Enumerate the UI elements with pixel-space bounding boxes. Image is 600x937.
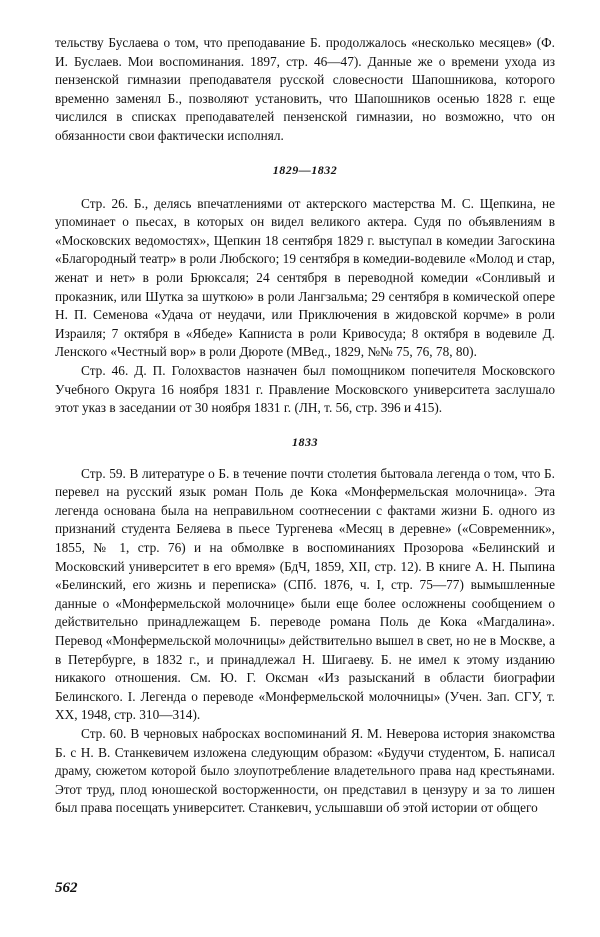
- note-page-46: Стр. 46. Д. П. Голохвастов назначен был помощником попечителя Московского Учебного Округа 16 ноября 1831 г. Правление Московского университета заслушало этот указ в заседании от 30 ноября 1831 г. (ЛН, т. 56, стр. 396 и 415).: [55, 362, 555, 416]
- section-heading-1833: 1833: [292, 434, 318, 449]
- note-page-59: Стр. 59. В литературе о Б. в течение почти столетия бытовала легенда о том, что Б. перевел на русский язык роман Поль де Кока «Монфермельская молочница». Эта легенда основана была на неправильном соотнесении с фактами жизни Б. одного из признаний студента Беляева в пьесе Тургенева «Месяц в деревне» («Современник», 1855, № 1, стр. 76) и на обмолвке в воспоминаниях Прозорова «Белинский и Московский университет в его время» (БдЧ, 1859, XII, стр. 12). В книге А. Н. Пыпина «Белинский, его жизнь и переписка» (СПб. 1876, ч. I, стр. 75—77) вымышленные данные о «Монфермельской молочнице» были еще более осложнены сообщением о действительно принадлежащем Б. переводе романа Поль де Кока «Магдалина». Перевод «Монфермельской молочницы» действительно вышел в свет, но не в Москве, а в Петербурге, в 1832 г., и принадлежал Н. Шигаеву. Б. не имел к этому изданию никакого отношения. См. Ю. Г. Оксман «Из разысканий в области биографии Белинского. I. Легенда о переводе «Монфермельской молочницы» (Учен. Зап. СГУ, т. XX, 1948, стр. 310—314).: [55, 465, 555, 723]
- page-number: 562: [55, 880, 78, 896]
- paragraph-continuation: тельству Буслаева о том, что преподавание Б. продолжалось «несколько месяцев» (Ф. И. Буслаев. Мои воспоминания. 1897, стр. 46—47). Данные же о времени ухода из пензенской гимназии преподавателя русской словесности Шапошникова, которого временно заменял Б., позволяют установить, что Шапошников осенью 1828 г. еще числился в списках преподавателей пензенской гимназии, но возможно, что он обязанности свои фактически исполнял.: [55, 35, 555, 143]
- note-page-60: Стр. 60. В черновых набросках воспоминаний Я. М. Неверова история знакомства Б. с Н. В. Станкевичем изложена следующим образом: «Будучи студентом, Б. написал драму, сюжетом которой было злоупотребление владетельного права над крестьянами. Этот труд, плод юношеской восторженности, он представил в цензуру и за то лишен был права посещать университет. Станкевич, услышавши об этой истории от общего: [55, 726, 555, 816]
- section-heading-1829-1832: 1829—1832: [272, 162, 338, 177]
- page-body: [55, 34, 555, 818]
- note-page-26: Стр. 26. Б., делясь впечатлениями от актерского мастерства М. С. Щепкина, не упоминает о пьесах, в которых он видел великого актера. Судя по объявлениям в «Московских ведомостях», Щепкин 18 сентября 1829 г. выступал в комедии Загоскина «Благородный театр» в роли Любского; 19 сентября в комедии-водевиле «Молод и стар, женат и нет» в роли Брюксаля; 24 сентября в переводной комедии «Сонливый и проказник, или Шутка за шуткою» в роли Лангзальма; 29 сентября в комической опере Н. П. Семенова «Удача от неудачи, или Приключения в жидовской корчме» в роли Израиля; 7 октября в «Ябеде» Капниста в роли Кривосуда; 8 октября в водевиле Д. Ленского «Честный вор» в роли Дюроте (МВед., 1829, №№ 75, 76, 78, 80).: [55, 195, 555, 360]
